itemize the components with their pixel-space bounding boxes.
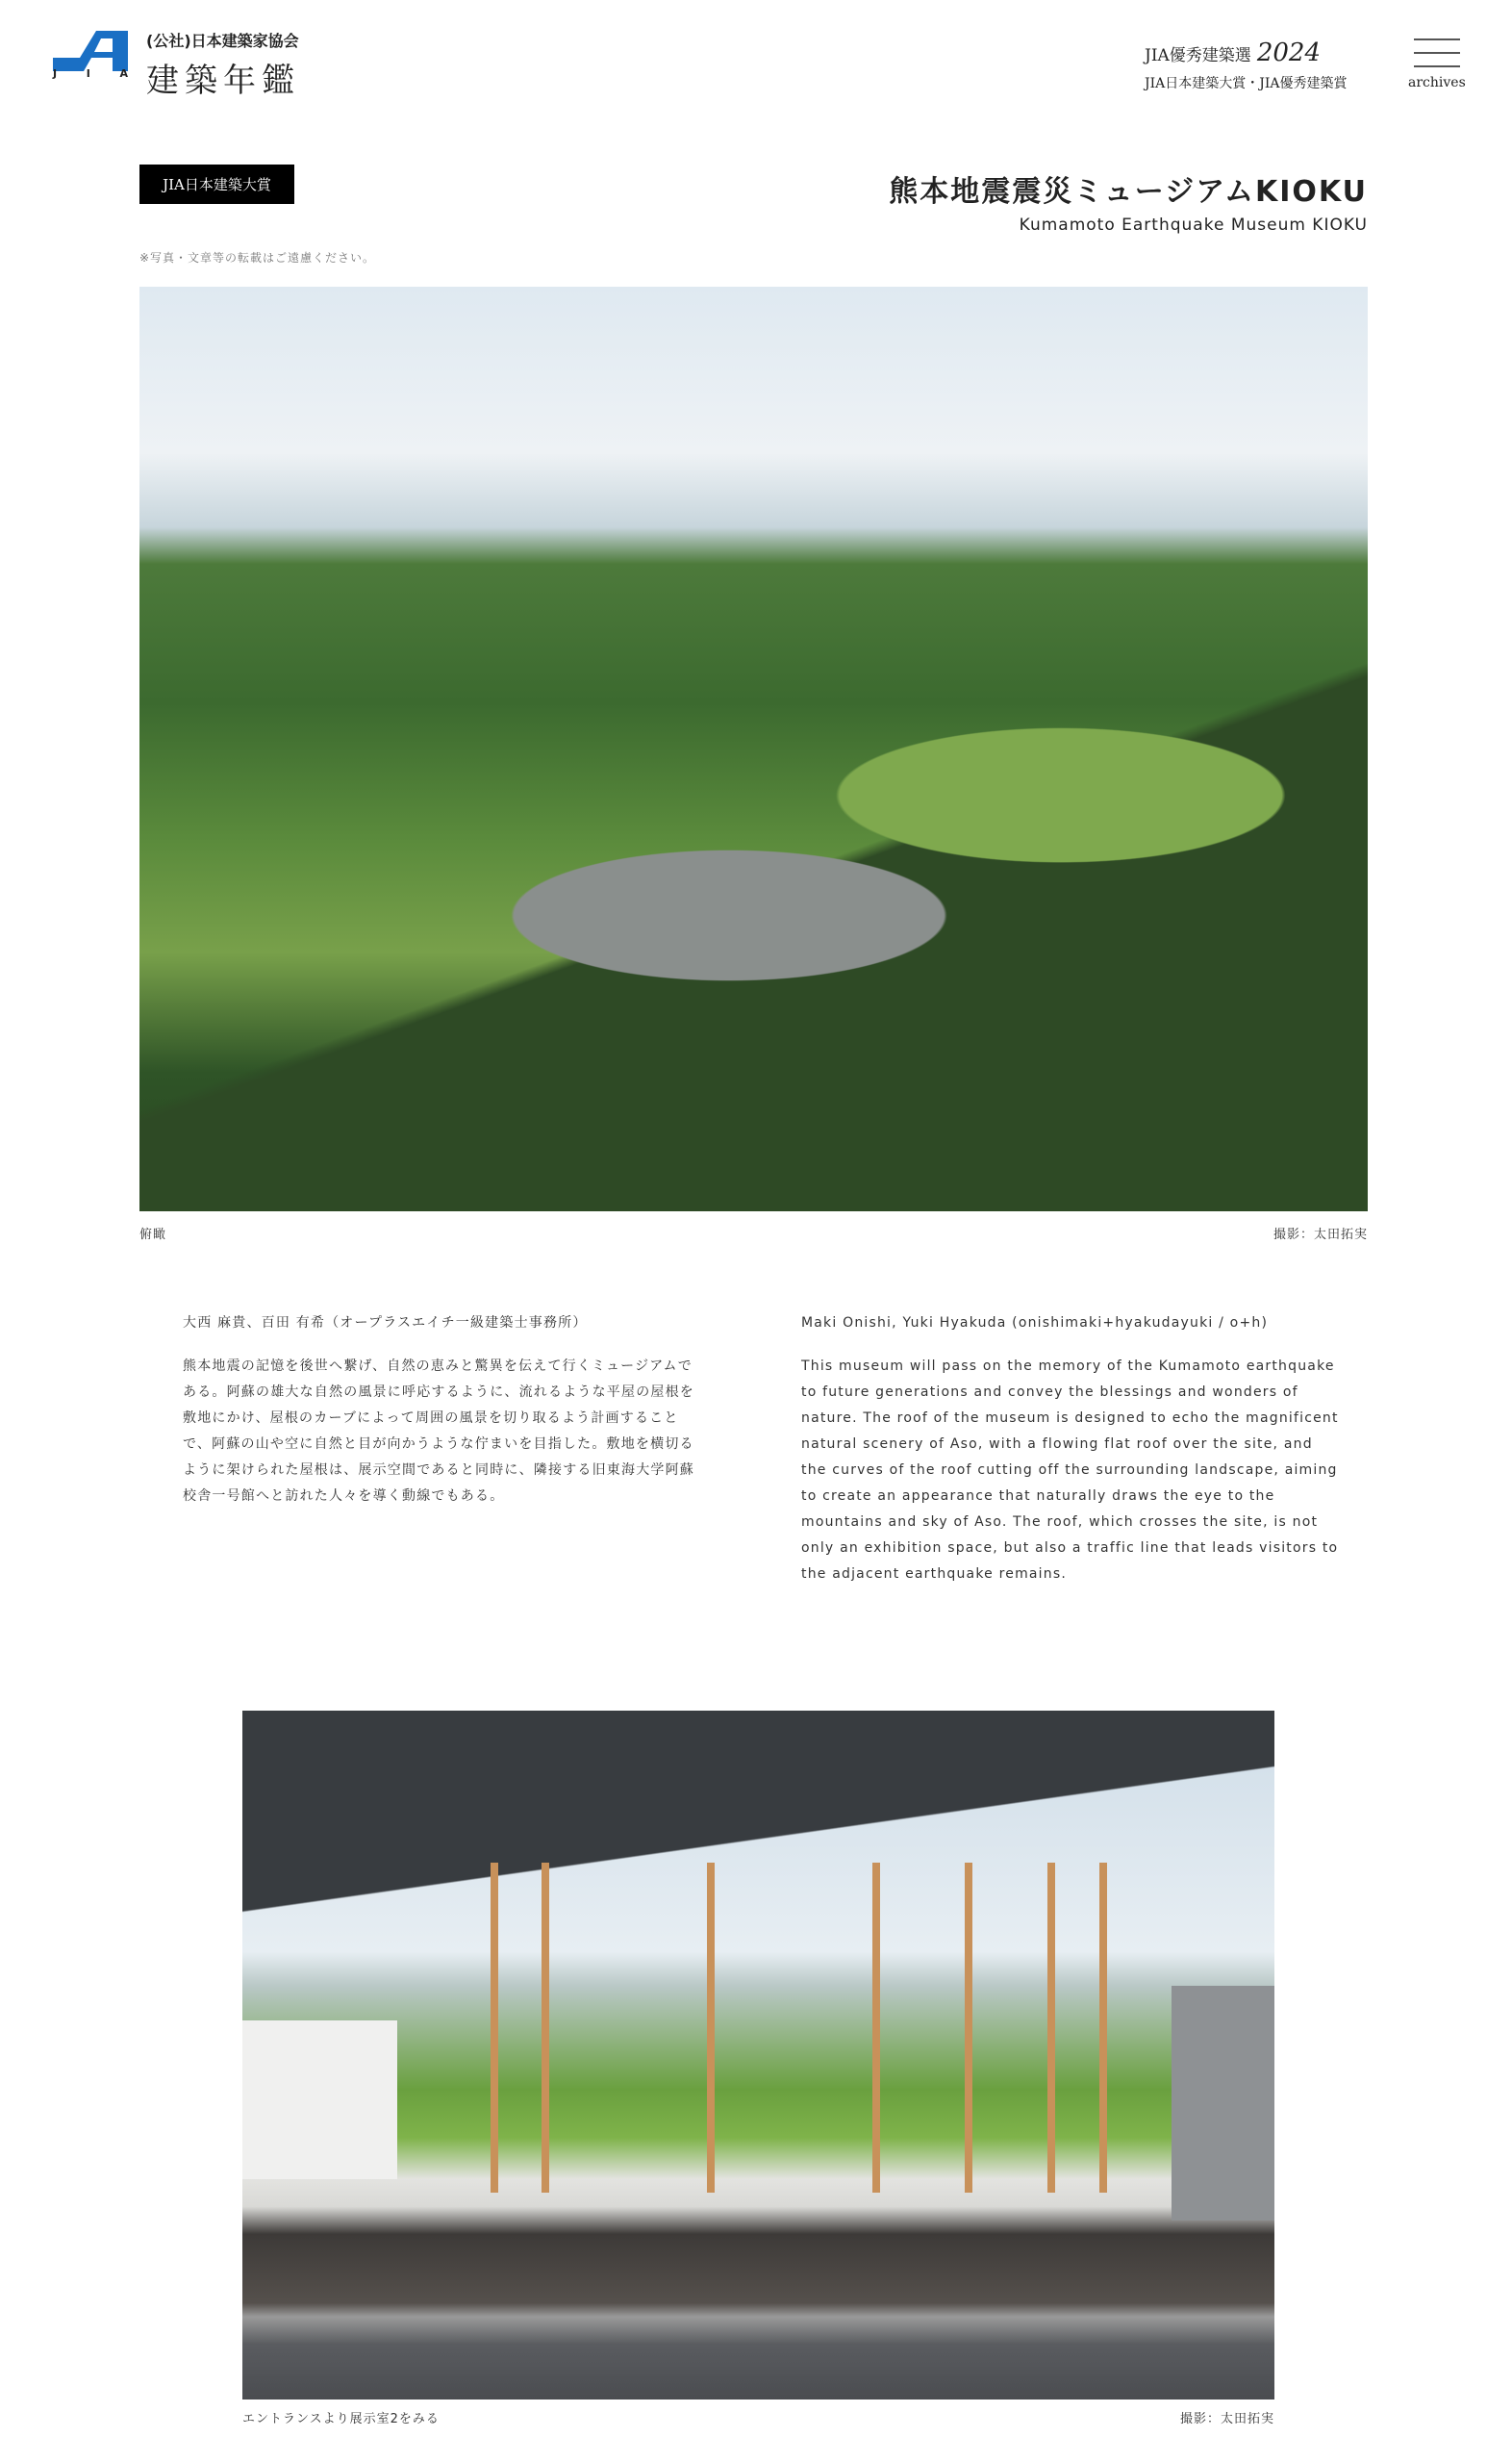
copyright-notice: ※写真・文章等の転載はご遠慮ください。 — [139, 251, 376, 265]
logo-letters: J I A — [53, 67, 128, 80]
photo1-caption: 俯瞰 — [139, 1228, 167, 1242]
awards-link[interactable]: JIA日本建築大賞・JIA優秀建築賞 — [1145, 76, 1348, 91]
selection-label: JIA優秀建築選 — [1145, 46, 1251, 65]
photo2-caption: エントランスより展示室2をみる — [242, 2412, 440, 2426]
entrance-photo — [242, 1711, 1274, 2400]
selection-link[interactable] — [1145, 38, 1321, 67]
archives-label: archives — [1408, 75, 1466, 90]
description-body-en: This museum will pass on the memory of the Kumamoto earthquake to future generations and convey the blessings and wonders of nature. The roof of the museum is designed to echo the magnificent natural scenery of Aso, with a flowing flat roof over the site, and the curves of the roof cutting off the surrounding landscape, aiming to create an appearance that naturally draws the eye to the mountains and sky of Aso. The roof, which crosses the site, is not only an exhibition space, but also a traffic line that leads visitors to the adjacent earthquake remains. — [801, 1358, 1339, 1582]
architect-byline-en: Maki Onishi, Yuki Hyakuda (onishimaki+hyakudayuki / o+h) — [801, 1315, 1269, 1331]
award-badge: JIA日本建築大賞 — [139, 165, 294, 204]
description-jp — [183, 1310, 707, 1510]
page-title: 熊本地震震災ミュージアムKIOKU — [889, 175, 1368, 209]
org-name: (公社)日本建築家協会 — [146, 32, 299, 50]
photo2-credit: 撮影：太田拓実 — [1179, 2412, 1274, 2426]
site-title: 建築年鑑 — [146, 62, 300, 100]
architect-byline-jp: 大西 麻貴、百田 有希（オープラスエイチ一級建築士事務所） — [183, 1315, 588, 1331]
hamburger-icon — [1414, 38, 1460, 67]
page-subtitle: Kumamoto Earthquake Museum KIOKU — [1019, 216, 1368, 235]
year: 2024 — [1256, 38, 1321, 67]
photo1-credit: 撮影：太田拓実 — [1273, 1228, 1368, 1242]
aerial-photo — [139, 287, 1368, 1211]
archives-menu-button[interactable] — [1408, 38, 1466, 90]
description-body-jp: 熊本地震の記憶を後世へ繋げ、自然の恵みと驚異を伝えて行くミュージアムである。阿蘇の雄大な自然の風景に呼応するように、流れるような平屋の屋根を敷地にかけ、屋根のカーブによって周囲の風景を切り取るよう計画することで、阿蘇の山や空に自然と目が向かうような佇まいを目指した。敷地を横切るように架けられた屋根は、展示空間であると同時に、隣接する旧東海大学阿蘇校舎一号館へと訪れた人々を導く動線でもある。 — [183, 1358, 694, 1504]
description-en — [801, 1310, 1340, 1587]
